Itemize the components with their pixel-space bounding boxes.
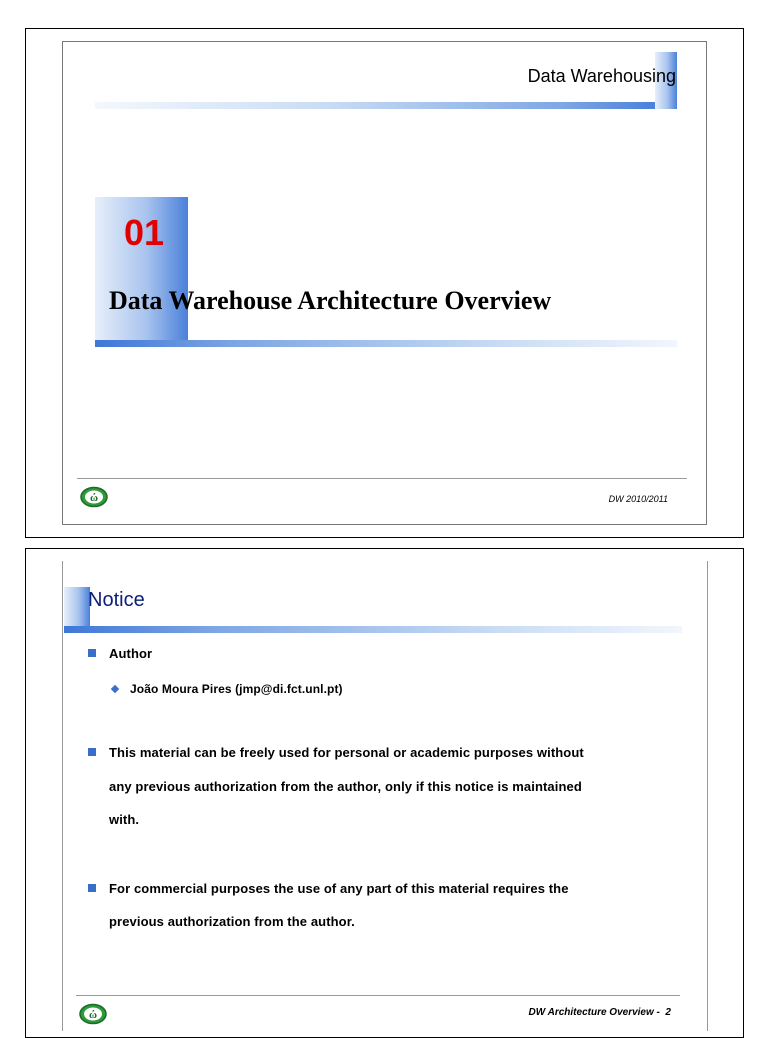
- item-author-name: João Moura Pires (jmp@di.fct.unl.pt): [130, 682, 343, 696]
- slide-2-frame: [25, 548, 744, 1038]
- slide-title: Data Warehouse Architecture Overview: [109, 286, 552, 315]
- item-commercial-line1: For commercial purposes the use of any part of this material requires the: [109, 881, 569, 896]
- notice-heading: Notice: [88, 589, 145, 611]
- footer-divider: [77, 478, 687, 479]
- slide-1-frame: [25, 28, 744, 538]
- heading-gradient-block: [64, 587, 90, 631]
- fct-logo-icon: [79, 486, 109, 508]
- header-title: Data Warehousing: [527, 66, 676, 86]
- fct-logo-icon: [78, 1003, 108, 1025]
- heading-underline-bar: [64, 626, 682, 633]
- bullet-square-icon: [88, 649, 96, 657]
- item-author: Author: [109, 646, 153, 661]
- item-usage-line2: any previous authorization from the author, only if this notice is maintained: [109, 779, 582, 794]
- footer-text: DW Architecture Overview - 2: [528, 1007, 671, 1018]
- item-commercial-line2: previous authorization from the author.: [109, 914, 355, 929]
- slide-2-right-border: [707, 561, 708, 1031]
- slide-2-left-border: [62, 561, 63, 1031]
- bullet-square-icon: [88, 748, 96, 756]
- item-usage-line3: with.: [109, 812, 140, 827]
- svg-text:ώ: ώ: [89, 492, 99, 504]
- bullet-square-icon: [88, 884, 96, 892]
- footer-text: DW 2010/2011: [608, 494, 668, 504]
- svg-text:ώ: ώ: [88, 1009, 98, 1021]
- header-gradient-bar: [95, 102, 677, 109]
- chapter-number: 01: [124, 212, 165, 253]
- footer-divider: [76, 995, 680, 996]
- item-usage-line1: This material can be freely used for personal or academic purposes without: [109, 745, 584, 760]
- slide-1: [62, 41, 707, 525]
- title-underline-bar: [95, 340, 677, 347]
- bullet-diamond-icon: [111, 685, 119, 693]
